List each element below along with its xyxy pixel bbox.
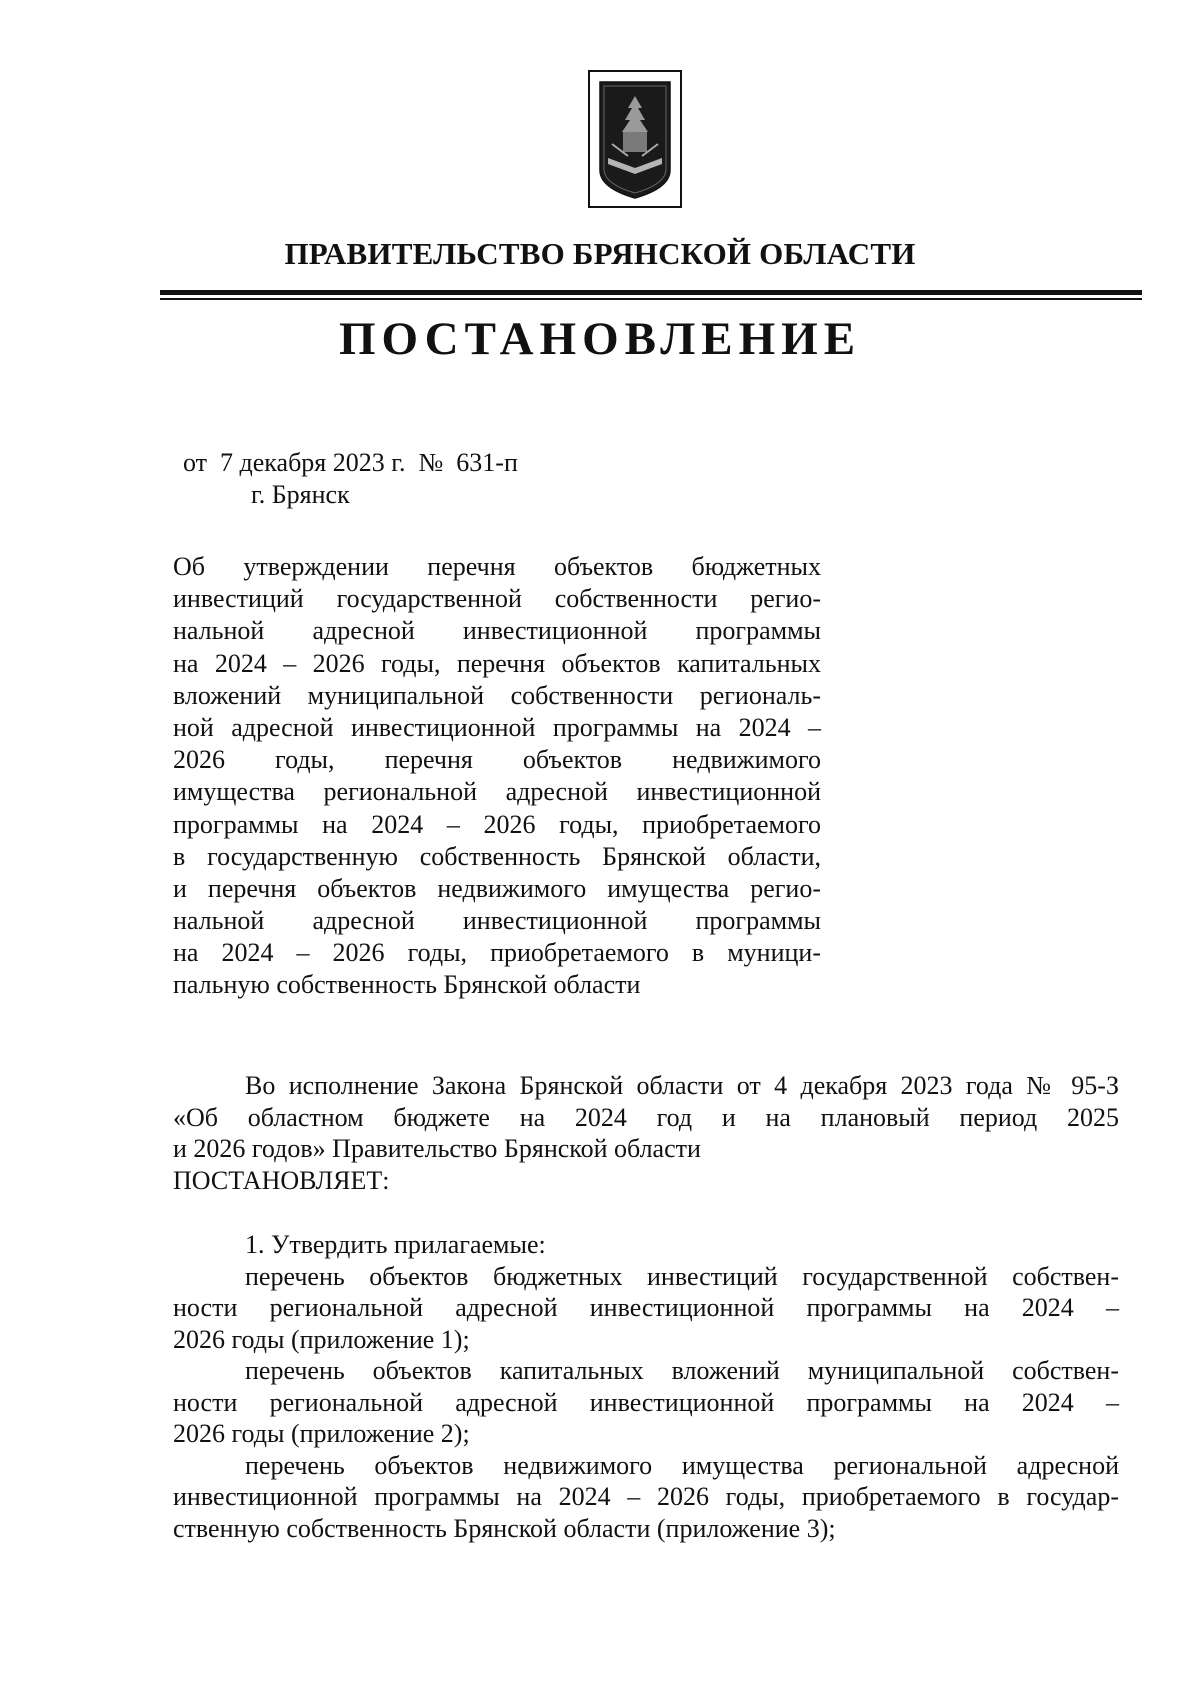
subject-line: программы на 2024 – 2026 годы, приобретаемого xyxy=(173,809,821,839)
list-item-line: ственную собственность Брянской области (приложение 3); xyxy=(173,1513,836,1543)
decree-verb: ПОСТАНОВЛЯЕТ: xyxy=(173,1165,390,1195)
subject-line: на 2024 – 2026 годы, приобретаемого в муници- xyxy=(173,938,821,968)
document-date-number: от 7 декабря 2023 г. № 631-п xyxy=(183,448,518,477)
subject-line: пальную собственность Брянской области xyxy=(173,970,641,1000)
resolution-subject xyxy=(173,551,821,1002)
list-item-line: инвестиционной программы на 2024 – 2026 годы, приобретаемого в государ- xyxy=(173,1482,1119,1511)
coat-of-arms-icon xyxy=(588,70,682,208)
list-item-line: перечень объектов капитальных вложений муниципальной собствен- xyxy=(245,1356,1119,1385)
subject-line: нальной адресной инвестиционной программы xyxy=(173,906,821,936)
subject-line: Об утверждении перечня объектов бюджетных xyxy=(173,552,821,581)
subject-line: на 2024 – 2026 годы, перечня объектов капитальных xyxy=(173,648,821,678)
subject-line: ной адресной инвестиционной программы на 2024 – xyxy=(173,712,821,742)
subject-line: инвестиций государственной собственности регио- xyxy=(173,584,821,614)
subject-line: и перечня объектов недвижимого имущества регио- xyxy=(173,873,821,903)
document-city: г. Брянск xyxy=(251,480,350,509)
list-item-line: ности региональной адресной инвестиционной программы на 2024 – xyxy=(173,1387,1119,1417)
item-1-heading: 1. Утвердить прилагаемые: xyxy=(245,1230,546,1259)
subject-line: нальной адресной инвестиционной программы xyxy=(173,616,821,646)
coat-of-arms-emblem xyxy=(588,70,682,208)
subject-line: имущества региональной адресной инвестиционной xyxy=(173,777,821,807)
subject-line: 2026 годы, перечня объектов недвижимого xyxy=(173,745,821,775)
preamble-line: Во исполнение Закона Брянской области от 4 декабря 2023 года № 95-З xyxy=(245,1071,1119,1100)
list-item-line: перечень объектов недвижимого имущества региональной адресной xyxy=(245,1450,1119,1480)
list-item-line: перечень объектов бюджетных инвестиций государственной собствен- xyxy=(245,1261,1119,1291)
subject-line: вложений муниципальной собственности региональ- xyxy=(173,680,821,710)
document-type: ПОСТАНОВЛЕНИЕ xyxy=(338,313,862,365)
preamble-line: «Об областном бюджете на 2024 год и на плановый период 2025 xyxy=(173,1102,1119,1132)
list-item-line: ности региональной адресной инвестиционной программы на 2024 – xyxy=(173,1293,1119,1322)
preamble xyxy=(173,1070,1119,1196)
header-divider-thin xyxy=(160,298,1142,300)
list-item-line: 2026 годы (приложение 2); xyxy=(173,1419,470,1448)
subject-line: в государственную собственность Брянской области, xyxy=(173,841,821,871)
government-title: ПРАВИТЕЛЬСТВО БРЯНСКОЙ ОБЛАСТИ xyxy=(284,236,916,271)
list-item-line: 2026 годы (приложение 1); xyxy=(173,1324,470,1354)
header-divider-thick xyxy=(160,290,1142,295)
item-1 xyxy=(173,1229,1119,1544)
preamble-line: и 2026 годов» Правительство Брянской области xyxy=(173,1134,701,1163)
